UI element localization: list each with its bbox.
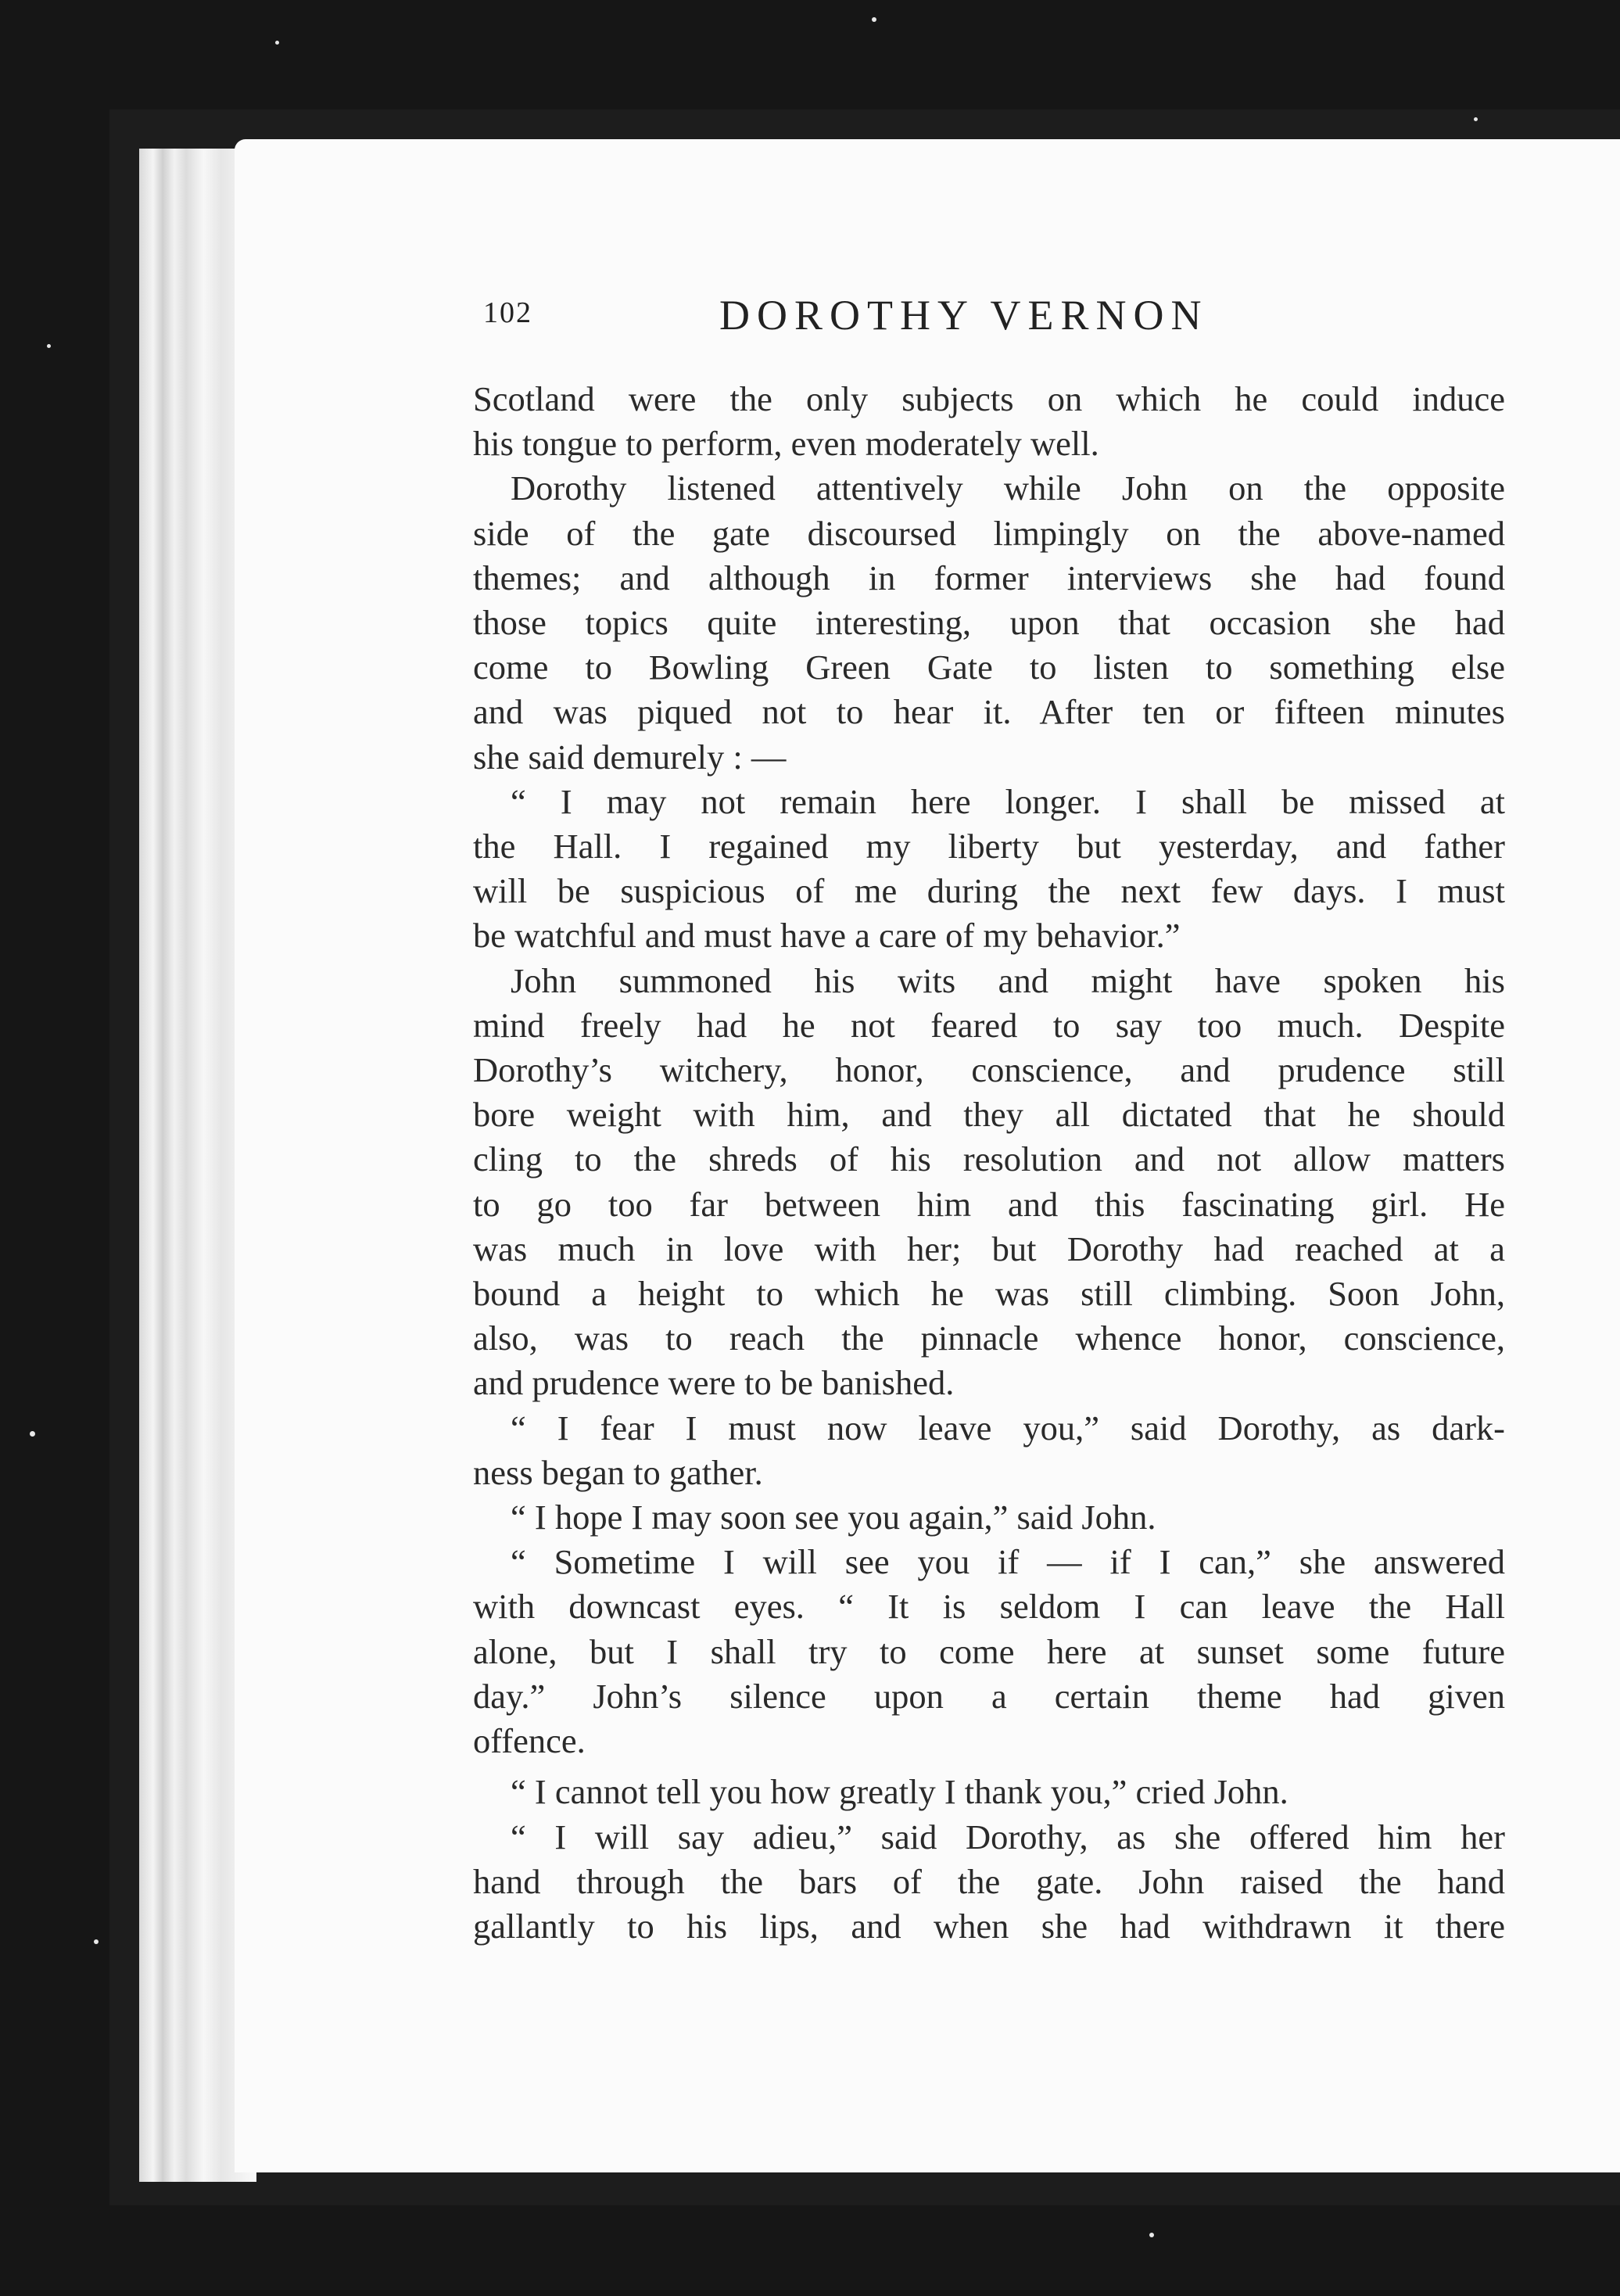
text-line: “ I cannot tell you how greatly I thank you,” cried John. <box>511 1772 1288 1812</box>
text-line: with downcast eyes. “ It is seldom I can leave the Hall <box>473 1587 1505 1627</box>
dust-speck <box>275 41 279 45</box>
text-line: hand through the bars of the gate. John raised the hand <box>473 1861 1505 1901</box>
text-line: Dorothy’s witchery, honor, conscience, and prudence still <box>473 1050 1505 1090</box>
text-line: “ I fear I must now leave you,” said Dorothy, as dark- <box>511 1408 1505 1448</box>
text-line: “ I will say adieu,” said Dorothy, as she offered him her <box>511 1817 1505 1857</box>
text-line: the Hall. I regained my liberty but yesterday, and father <box>473 827 1505 866</box>
text-line: was much in love with her; but Dorothy had reached at a <box>473 1229 1505 1268</box>
text-line: cling to the shreds of his resolution and not allow matters <box>473 1139 1505 1179</box>
dust-speck <box>30 1431 35 1437</box>
dust-speck <box>872 17 876 22</box>
body-text <box>473 377 1505 1949</box>
text-line: day.” John’s silence upon a certain theme had given <box>473 1676 1505 1716</box>
text-line: those topics quite interesting, upon that occasion she had <box>473 603 1505 643</box>
text-line: and was piqued not to hear it. After ten or fifteen minutes <box>473 692 1505 732</box>
text-line: will be suspicious of me during the next few days. I must <box>473 871 1505 911</box>
text-line: Scotland were the only subjects on which he could induce <box>473 379 1505 418</box>
dust-speck <box>47 344 51 348</box>
text-line: mind freely had he not feared to say too much. Despite <box>473 1005 1505 1045</box>
text-line: alone, but I shall try to come here at sunset some future <box>473 1631 1505 1671</box>
text-line: John summoned his wits and might have spoken his <box>511 960 1505 1000</box>
text-line: “ I hope I may soon see you again,” said John. <box>511 1498 1156 1537</box>
text-line: to go too far between him and this fascinating girl. He <box>473 1184 1505 1224</box>
text-line: she said demurely : — <box>473 737 787 777</box>
running-head: DOROTHY VERNON <box>719 292 1209 339</box>
text-line: offence. <box>473 1721 586 1761</box>
text-line: “ Sometime I will see you if — if I can,” she answered <box>511 1542 1505 1582</box>
text-line: come to Bowling Green Gate to listen to something else <box>473 648 1505 687</box>
text-line: bound a height to which he was still climbing. Soon John, <box>473 1274 1505 1314</box>
text-line: side of the gate discoursed limpingly on the above-named <box>473 513 1505 553</box>
dust-speck <box>1149 2233 1154 2237</box>
text-line: gallantly to his lips, and when she had withdrawn it there <box>473 1906 1505 1946</box>
text-line: “ I may not remain here longer. I shall be missed at <box>511 781 1505 821</box>
text-line: Dorothy listened attentively while John on the opposite <box>511 468 1505 508</box>
text-line: also, was to reach the pinnacle whence honor, conscience, <box>473 1318 1505 1358</box>
text-line: ness began to gather. <box>473 1452 763 1492</box>
text-line: and prudence were to be banished. <box>473 1363 955 1403</box>
dust-speck <box>94 1939 99 1944</box>
text-line: his tongue to perform, even moderately well. <box>473 424 1099 464</box>
text-line: themes; and although in former interviews she had found <box>473 558 1505 597</box>
page-number: 102 <box>483 296 532 329</box>
text-line: bore weight with him, and they all dictated that he should <box>473 1095 1505 1135</box>
text-line: be watchful and must have a care of my behavior.” <box>473 916 1181 956</box>
dust-speck <box>1474 117 1478 121</box>
